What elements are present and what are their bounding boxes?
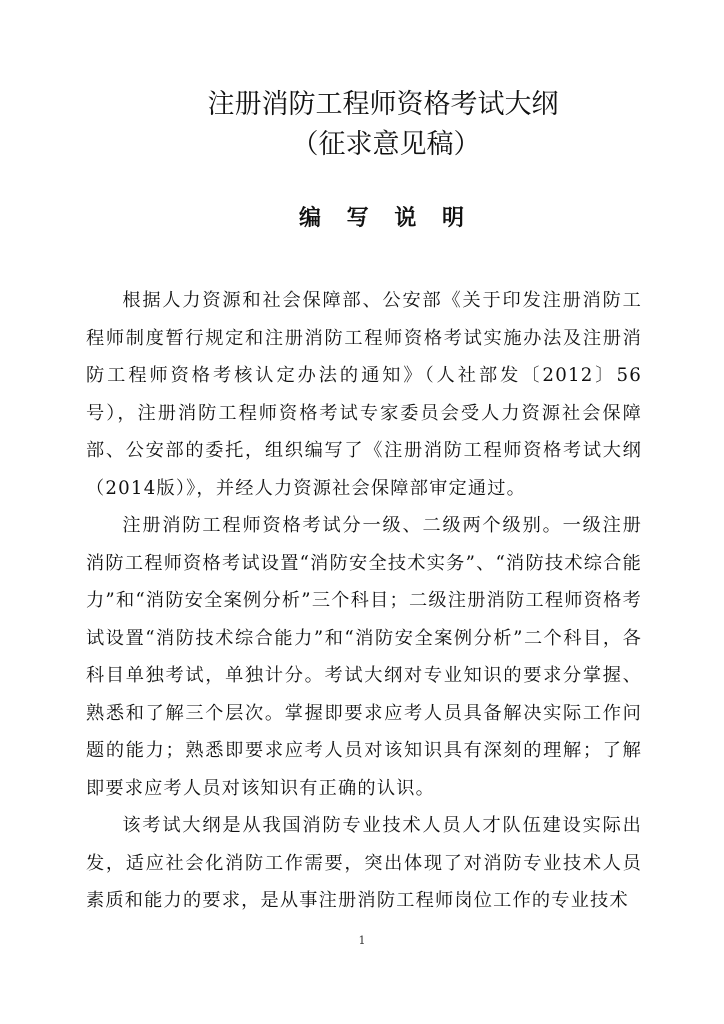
paragraph-2: 注册消防工程师资格考试分一级、二级两个级别。一级注册消防工程师资格考试设置“消防安全技术实务”、“消防技术综合能力”和“消防安全案例分析”三个科目；二级注册消防工程师资格考试设置“消防技术综合能力”和“消防安全案例分析”二个科目，各科目单独考试，单独计分。考试大纲对专业知识的要求分掌握、熟悉和了解三个层次。掌握即要求应考人员具备解决实际工作问题的能力；熟悉即要求应考人员对该知识具有深刻的理解；了解即要求应考人员对该知识有正确的认识。 (86, 515, 642, 799)
page-number: 1 (358, 934, 366, 947)
section-heading: 编 写 说 明 (299, 206, 473, 231)
paragraph-3: 该考试大纲是从我国消防专业技术人员人才队伍建设实际出发，适应社会化消防工作需要，突出体现了对消防专业技术人员素质和能力的要求，是从事注册消防工程师岗位工作的专业技术 (86, 815, 642, 911)
page-title: 注册消防工程师资格考试大纲 (207, 89, 559, 120)
page-subtitle: （征求意见稿） (291, 129, 481, 160)
paragraph-1: 根据人力资源和社会保障部、公安部《关于印发注册消防工程师制度暂行规定和注册消防工程师资格考试实施办法及注册消防工程师资格考核认定办法的通知》（人社部发〔2012〕56 号），注册消防工程师资格考试专家委员会受人力资源社会保障部、公安部的委托，组织编写了《注册消防工程师资格考试大纲（2014版）》，并经人力资源社会保障部审定通过。 (86, 290, 642, 499)
body-text (86, 282, 642, 920)
